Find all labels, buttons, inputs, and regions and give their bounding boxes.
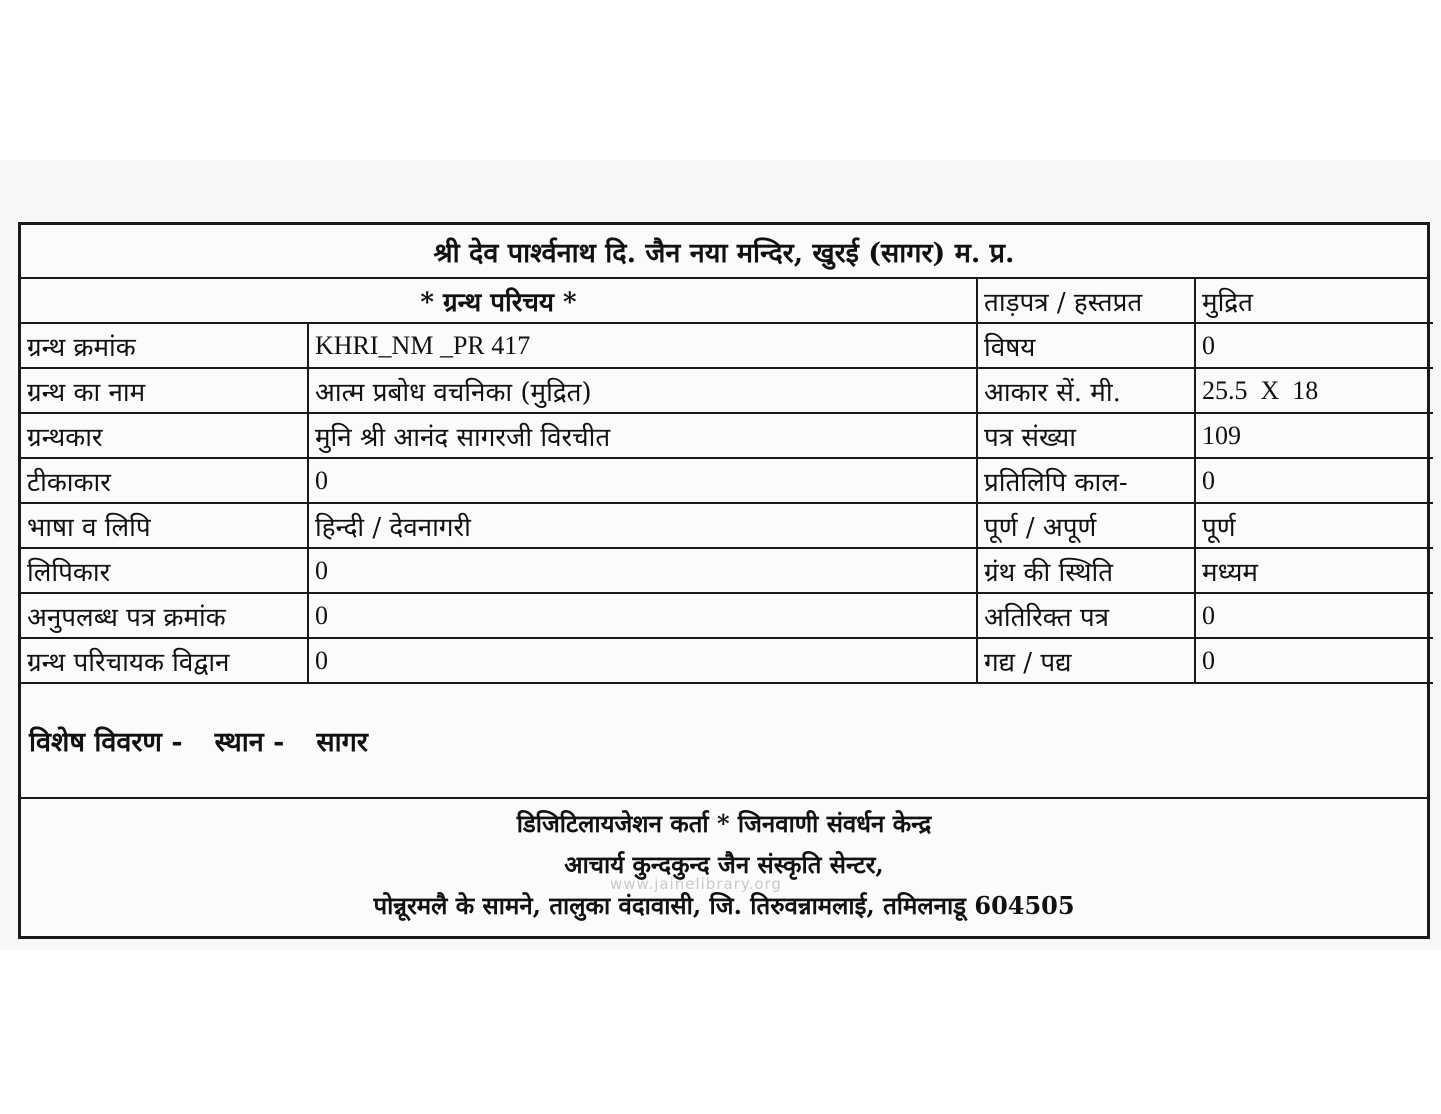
special-details xyxy=(21,684,1427,799)
table-header-row xyxy=(21,279,1433,323)
row-value: हिन्दी / देवनागरी xyxy=(308,503,977,548)
temple-title: श्री देव पार्श्वनाथ दि. जैन नया मन्दिर, खुरई (सागर) म. प्र. xyxy=(21,225,1427,279)
catalog-card xyxy=(18,222,1430,939)
row-value: KHRI_NM _PR 417 xyxy=(308,323,977,368)
row-label2: प्रतिलिपि काल- xyxy=(977,458,1195,503)
intro-header: * ग्रन्थ परिचय * xyxy=(21,279,977,323)
row-label: ग्रन्थकार xyxy=(21,413,308,458)
row-label2: ग्रंथ की स्थिति xyxy=(977,548,1195,593)
row-value: 0 xyxy=(308,638,977,683)
type-label: ताड़पत्र / हस्तप्रत xyxy=(977,279,1195,323)
digitization-footer xyxy=(21,799,1427,926)
special-details-label: विशेष विवरण - xyxy=(29,727,183,758)
row-value2: 25.5 X 18 xyxy=(1195,368,1433,413)
row-value: आत्म प्रबोध वचनिका (मुद्रित) xyxy=(308,368,977,413)
row-label2: विषय xyxy=(977,323,1195,368)
row-label2: पूर्ण / अपूर्ण xyxy=(977,503,1195,548)
row-label2: गद्य / पद्य xyxy=(977,638,1195,683)
row-value: मुनि श्री आनंद सागरजी विरचीत xyxy=(308,413,977,458)
row-label2: आकार सें. मी. xyxy=(977,368,1195,413)
row-label: ग्रन्थ परिचायक विद्वान xyxy=(21,638,308,683)
table-row xyxy=(21,638,1433,683)
row-value2: 109 xyxy=(1195,413,1433,458)
watermark: www.jainelibrary.org xyxy=(610,875,782,893)
row-value2: मध्यम xyxy=(1195,548,1433,593)
table-row xyxy=(21,368,1433,413)
footer-line-2: आचार्य कुन्दकुन्द जैन संस्कृति सेन्टर, xyxy=(564,850,884,879)
row-value2: 0 xyxy=(1195,458,1433,503)
row-label: टीकाकार xyxy=(21,458,308,503)
place-label: स्थान - xyxy=(214,727,285,758)
row-label: ग्रन्थ का नाम xyxy=(21,368,308,413)
row-label: ग्रन्थ क्रमांक xyxy=(21,323,308,368)
row-label2: पत्र संख्या xyxy=(977,413,1195,458)
row-value2: 0 xyxy=(1195,323,1433,368)
row-value: 0 xyxy=(308,458,977,503)
table-row xyxy=(21,413,1433,458)
footer-line-1: डिजिटिलायजेशन कर्ता * जिनवाणी संवर्धन केन्द्र xyxy=(516,809,932,838)
row-value: 0 xyxy=(308,548,977,593)
table-row xyxy=(21,458,1433,503)
table-row xyxy=(21,593,1433,638)
place-value: सागर xyxy=(316,727,368,758)
table-row xyxy=(21,323,1433,368)
row-value2: 0 xyxy=(1195,638,1433,683)
table-row xyxy=(21,548,1433,593)
type-value: मुद्रित xyxy=(1195,279,1433,323)
row-label2: अतिरिक्त पत्र xyxy=(977,593,1195,638)
table-row xyxy=(21,503,1433,548)
row-value2: पूर्ण xyxy=(1195,503,1433,548)
manuscript-info-table xyxy=(21,279,1433,684)
row-value: 0 xyxy=(308,593,977,638)
footer-line-3: पोन्नूरमलै के सामने, तालुका वंदावासी, जि. तिरुवन्नामलाई, तमिलनाडू 604505 xyxy=(373,891,1075,920)
row-label: अनुपलब्ध पत्र क्रमांक xyxy=(21,593,308,638)
row-label: भाषा व लिपि xyxy=(21,503,308,548)
row-value2: 0 xyxy=(1195,593,1433,638)
row-label: लिपिकार xyxy=(21,548,308,593)
